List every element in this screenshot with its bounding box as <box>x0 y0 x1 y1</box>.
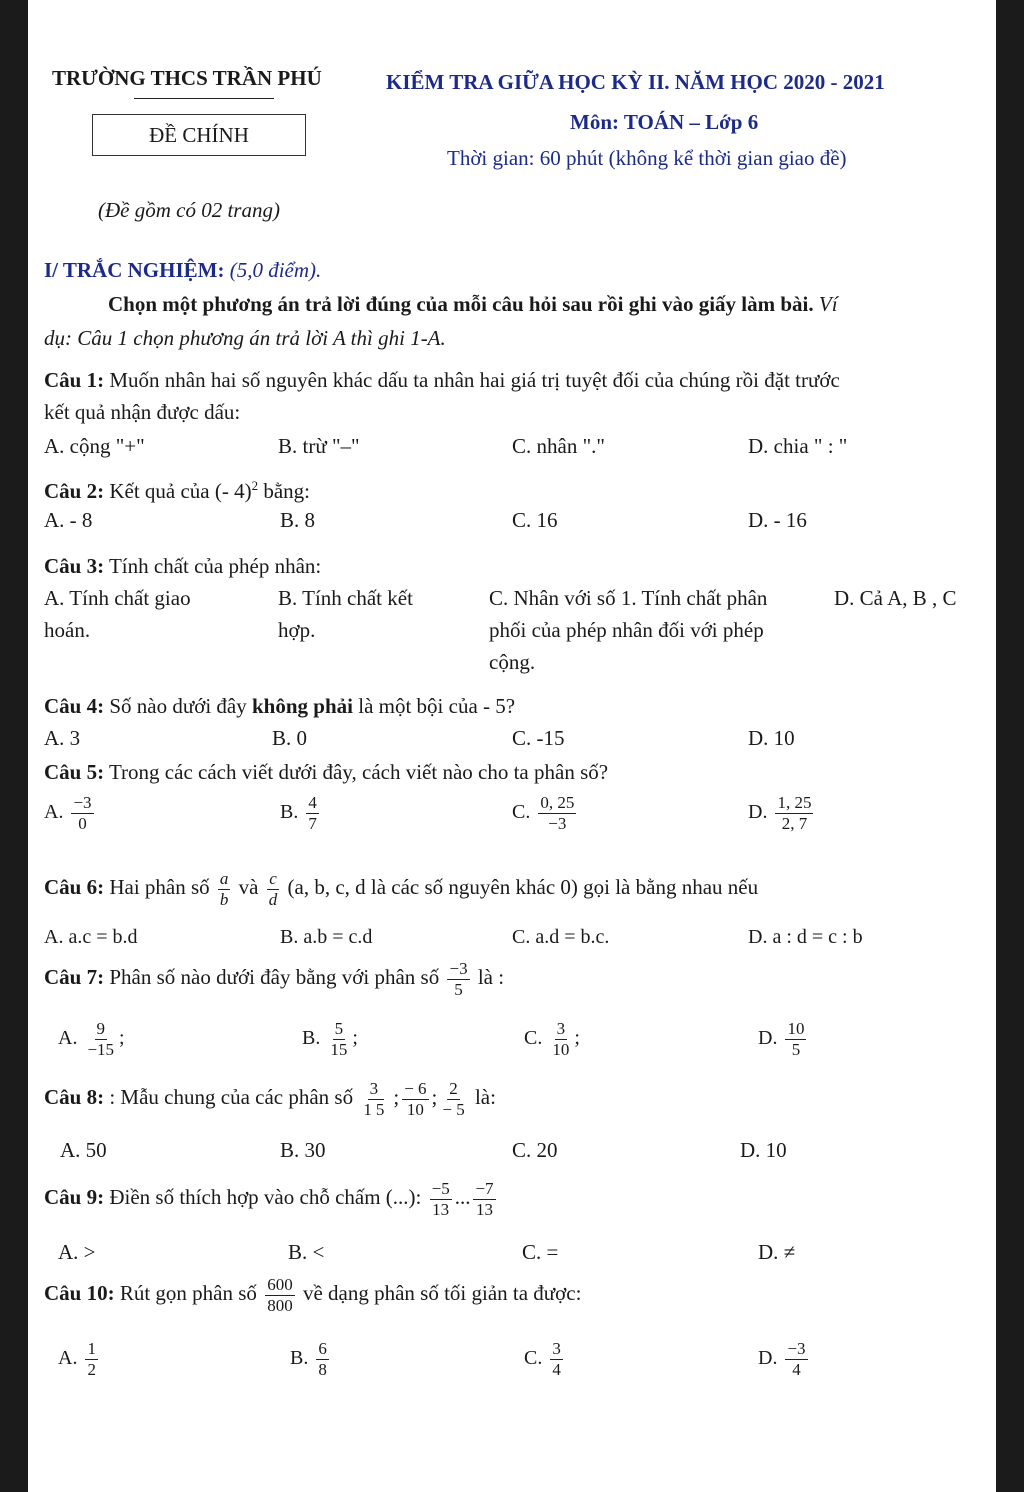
q2-line <box>44 478 310 504</box>
q4-option-c: C. -15 <box>512 726 565 750</box>
q10-option-c-label: C. <box>524 1346 543 1369</box>
q7-text-end: là : <box>477 965 505 990</box>
q5-d-denominator: 2, 7 <box>781 813 808 833</box>
q10-label: Câu 10: <box>44 1281 115 1306</box>
q8-f2-denominator: 10 <box>406 1099 424 1119</box>
q7-b-tail: ; <box>352 1026 358 1049</box>
q7-a-denominator: −15 <box>87 1039 115 1059</box>
q10-text: Rút gọn phân số <box>119 1281 257 1306</box>
q10-option-a <box>58 1340 101 1379</box>
q6-f1-numerator: a <box>219 869 229 888</box>
q8-f1-denominator: 15 <box>363 1099 389 1119</box>
instruction-italic-1: Ví <box>818 292 838 316</box>
q1-label: Câu 1: <box>44 368 105 392</box>
q4-label: Câu 4: <box>44 694 105 718</box>
q9-f2-numerator: −7 <box>475 1179 494 1198</box>
q5-option-b <box>280 794 322 833</box>
q5-b-denominator: 7 <box>308 813 317 833</box>
q4-option-b: B. 0 <box>272 726 308 750</box>
q9-label: Câu 9: <box>44 1185 105 1210</box>
q5-option-a-label: A. <box>44 800 64 823</box>
time-line: Thời gian: 60 phút (không kể thời gian giao đề) <box>447 146 847 170</box>
q7-a-numerator: 9 <box>96 1019 105 1038</box>
q1-option-c: C. nhân "." <box>512 434 605 458</box>
q3-text: Tính chất của phép nhân: <box>108 554 322 578</box>
instruction-bold: Chọn một phương án trả lời đúng của mỗi câu hỏi sau rồi ghi vào giấy làm bài. <box>108 292 814 316</box>
q10-d-denominator: 4 <box>792 1359 801 1379</box>
q7-option-d-label: D. <box>758 1026 778 1049</box>
q5-b-numerator: 4 <box>308 793 317 812</box>
q7-f-denominator: 5 <box>454 979 463 999</box>
q3-option-c-1: C. Nhân với số 1. Tính chất phân <box>489 586 768 610</box>
q7-b-numerator: 5 <box>334 1019 344 1038</box>
q10-c-numerator: 3 <box>552 1339 561 1358</box>
q10-option-d <box>758 1340 811 1379</box>
q8-text-end: là: <box>474 1085 496 1110</box>
q4-line <box>44 694 515 719</box>
q8-option-c: C. 20 <box>512 1138 558 1162</box>
q8-f3-denominator: − 5 <box>442 1099 465 1119</box>
q7-label: Câu 7: <box>44 965 105 990</box>
pages-note: (Đề gồm có 02 trang) <box>98 198 280 222</box>
right-scan-border <box>996 0 1024 1492</box>
q10-line <box>44 1276 581 1315</box>
q7-option-d <box>758 1020 809 1059</box>
subject-line: Môn: TOÁN – Lớp 6 <box>570 110 759 134</box>
q2-option-b: B. 8 <box>280 508 316 532</box>
q10-c-denominator: 4 <box>552 1359 561 1379</box>
q7-option-a-label: A. <box>58 1026 78 1049</box>
q6-option-a: A. a.c = b.d <box>44 926 138 948</box>
section-points: (5,0 điểm). <box>229 258 322 282</box>
official-exam-label: ĐỀ CHÍNH <box>149 122 249 147</box>
q5-option-d <box>748 794 816 833</box>
q10-b-denominator: 8 <box>318 1359 327 1379</box>
q9-f1-denominator: 13 <box>432 1199 450 1219</box>
q6-line <box>44 870 758 909</box>
q3-option-a-1: A. Tính chất giao <box>44 586 191 610</box>
q5-c-denominator: −3 <box>548 813 567 833</box>
q2-option-d: D. - 16 <box>748 508 807 532</box>
q2-text: Kết quả của (- 4) <box>109 479 252 503</box>
q9-f1-numerator: −5 <box>431 1179 450 1198</box>
q3-option-b-2: hợp. <box>278 618 316 642</box>
q8-sep-2: ; <box>431 1085 438 1110</box>
q9-option-d: D. ≠ <box>758 1240 796 1264</box>
q10-d-numerator: −3 <box>787 1339 806 1358</box>
q4-text-end: là một bội của - 5? <box>358 694 516 718</box>
q2-option-a: A. - 8 <box>44 508 93 532</box>
q8-label: Câu 8: <box>44 1085 105 1110</box>
q7-option-a <box>58 1020 125 1059</box>
q7-f-numerator: −3 <box>449 959 468 978</box>
q8-option-d: D. 10 <box>740 1138 787 1162</box>
q2-text-end: bằng: <box>263 479 311 503</box>
q10-a-numerator: 1 <box>87 1339 96 1358</box>
q5-a-denominator: 0 <box>78 813 87 833</box>
q1-option-b: B. trừ "–" <box>278 434 360 458</box>
q4-text: Số nào dưới đây <box>109 694 247 718</box>
q9-text: Điền số thích hợp vào chỗ chấm (...): <box>109 1185 422 1210</box>
left-scan-border <box>0 0 28 1492</box>
q3-option-b-1: B. Tính chất kết <box>278 586 413 610</box>
q1-option-a: A. cộng "+" <box>44 434 145 458</box>
q8-sep-1: ; <box>393 1085 400 1110</box>
q10-option-b <box>290 1340 332 1379</box>
q5-option-b-label: B. <box>280 800 299 823</box>
q7-c-numerator: 3 <box>556 1019 566 1038</box>
q6-option-d: D. a : d = c : b <box>748 926 863 948</box>
q7-b-denominator: 15 <box>330 1039 348 1059</box>
q5-option-a <box>44 794 97 833</box>
q6-label: Câu 6: <box>44 875 105 900</box>
q10-f-denominator: 800 <box>267 1295 293 1315</box>
q5-label: Câu 5: <box>44 760 105 784</box>
q3-line <box>44 554 321 579</box>
q7-option-c <box>524 1020 580 1059</box>
q4-option-d: D. 10 <box>748 726 795 750</box>
q8-f1-numerator: 3 <box>369 1079 383 1098</box>
q3-option-a-2: hoán. <box>44 618 91 642</box>
q3-label: Câu 3: <box>44 554 105 578</box>
q10-option-c <box>524 1340 566 1379</box>
q4-bold-phrase: không phải <box>252 694 353 718</box>
q5-d-numerator: 1, 25 <box>777 793 812 812</box>
q9-option-a: A. > <box>58 1240 96 1264</box>
q8-line <box>44 1080 496 1119</box>
section-title <box>44 258 321 283</box>
q8-option-b: B. 30 <box>280 1138 326 1162</box>
q9-option-b: B. < <box>288 1240 325 1264</box>
q10-option-a-label: A. <box>58 1346 78 1369</box>
q7-a-tail: ; <box>119 1026 125 1049</box>
instruction-line-1 <box>108 292 838 317</box>
q4-option-a: A. 3 <box>44 726 81 750</box>
q8-f2-numerator: − 6 <box>404 1079 427 1098</box>
q10-option-b-label: B. <box>290 1346 309 1369</box>
exam-title: KIỂM TRA GIỮA HỌC KỲ II. NĂM HỌC 2020 - 2021 <box>386 70 885 94</box>
q3-option-d: D. Cả A, B , C <box>834 586 957 610</box>
q9-dots: ... <box>454 1185 471 1210</box>
q1-option-d: D. chia " : " <box>748 434 848 458</box>
q6-f2-denominator: d <box>268 889 278 909</box>
q5-a-numerator: −3 <box>73 793 92 812</box>
q6-f1-denominator: b <box>219 889 229 909</box>
q10-text-end: về dạng phân số tối giản ta được: <box>302 1281 582 1306</box>
q6-option-c: C. a.d = b.c. <box>512 926 610 948</box>
q9-f2-denominator: 13 <box>476 1199 494 1219</box>
instruction-line-2: dụ: Câu 1 chọn phương án trả lời A thì ghi 1-A. <box>44 326 446 350</box>
q5-line <box>44 760 608 785</box>
q7-option-b-label: B. <box>302 1026 321 1049</box>
q7-option-c-label: C. <box>524 1026 543 1049</box>
q8-f3-numerator: 2 <box>449 1079 458 1098</box>
q2-label: Câu 2: <box>44 479 105 503</box>
q10-b-numerator: 6 <box>318 1339 327 1358</box>
q9-option-c: C. = <box>522 1240 559 1264</box>
q1-line-1 <box>44 368 840 393</box>
school-name: TRƯỜNG THCS TRẦN PHÚ <box>52 66 322 90</box>
q6-f2-numerator: c <box>269 869 277 888</box>
q3-option-c-2: phối của phép nhân đối với phép <box>489 618 764 642</box>
q6-text-end: (a, b, c, d là các số nguyên khác 0) gọi là bằng nhau nếu <box>287 875 759 900</box>
q3-option-c-3: cộng. <box>489 650 536 674</box>
q10-a-denominator: 2 <box>87 1359 96 1379</box>
q1-text-2: kết quả nhận được dấu: <box>44 400 241 424</box>
q1-text-1: Muốn nhân hai số nguyên khác dấu ta nhân hai giá trị tuyệt đối của chúng rồi đặt trước <box>109 368 840 392</box>
q2-option-c: C. 16 <box>512 508 558 532</box>
q6-and: và <box>238 875 259 900</box>
q7-line <box>44 960 504 999</box>
q5-option-d-label: D. <box>748 800 768 823</box>
q7-text: Phân số nào dưới đây bằng với phân số <box>109 965 440 990</box>
q10-option-d-label: D. <box>758 1346 778 1369</box>
q8-option-a: A. 50 <box>60 1138 107 1162</box>
q2-exponent: 2 <box>251 478 259 493</box>
q8-text: : Mẫu chung của các phân số <box>109 1085 354 1110</box>
q5-option-c-label: C. <box>512 800 531 823</box>
q5-text: Trong các cách viết dưới đây, cách viết nào cho ta phân số? <box>108 760 609 784</box>
q7-d-denominator: 5 <box>791 1039 801 1059</box>
q7-c-tail: ; <box>574 1026 580 1049</box>
section-title-text: I/ TRẮC NGHIỆM: <box>44 258 225 282</box>
q7-option-b <box>302 1020 358 1059</box>
q9-line <box>44 1180 499 1219</box>
school-underline <box>134 98 274 99</box>
q5-option-c <box>512 794 579 833</box>
q6-option-b: B. a.b = c.d <box>280 926 373 948</box>
q7-c-denominator: 10 <box>552 1039 570 1059</box>
q7-d-numerator: 10 <box>787 1019 805 1038</box>
q5-c-numerator: 0, 25 <box>540 793 575 812</box>
official-exam-box <box>92 114 306 156</box>
q6-text: Hai phân số <box>109 875 210 900</box>
q10-f-numerator: 600 <box>267 1275 293 1294</box>
